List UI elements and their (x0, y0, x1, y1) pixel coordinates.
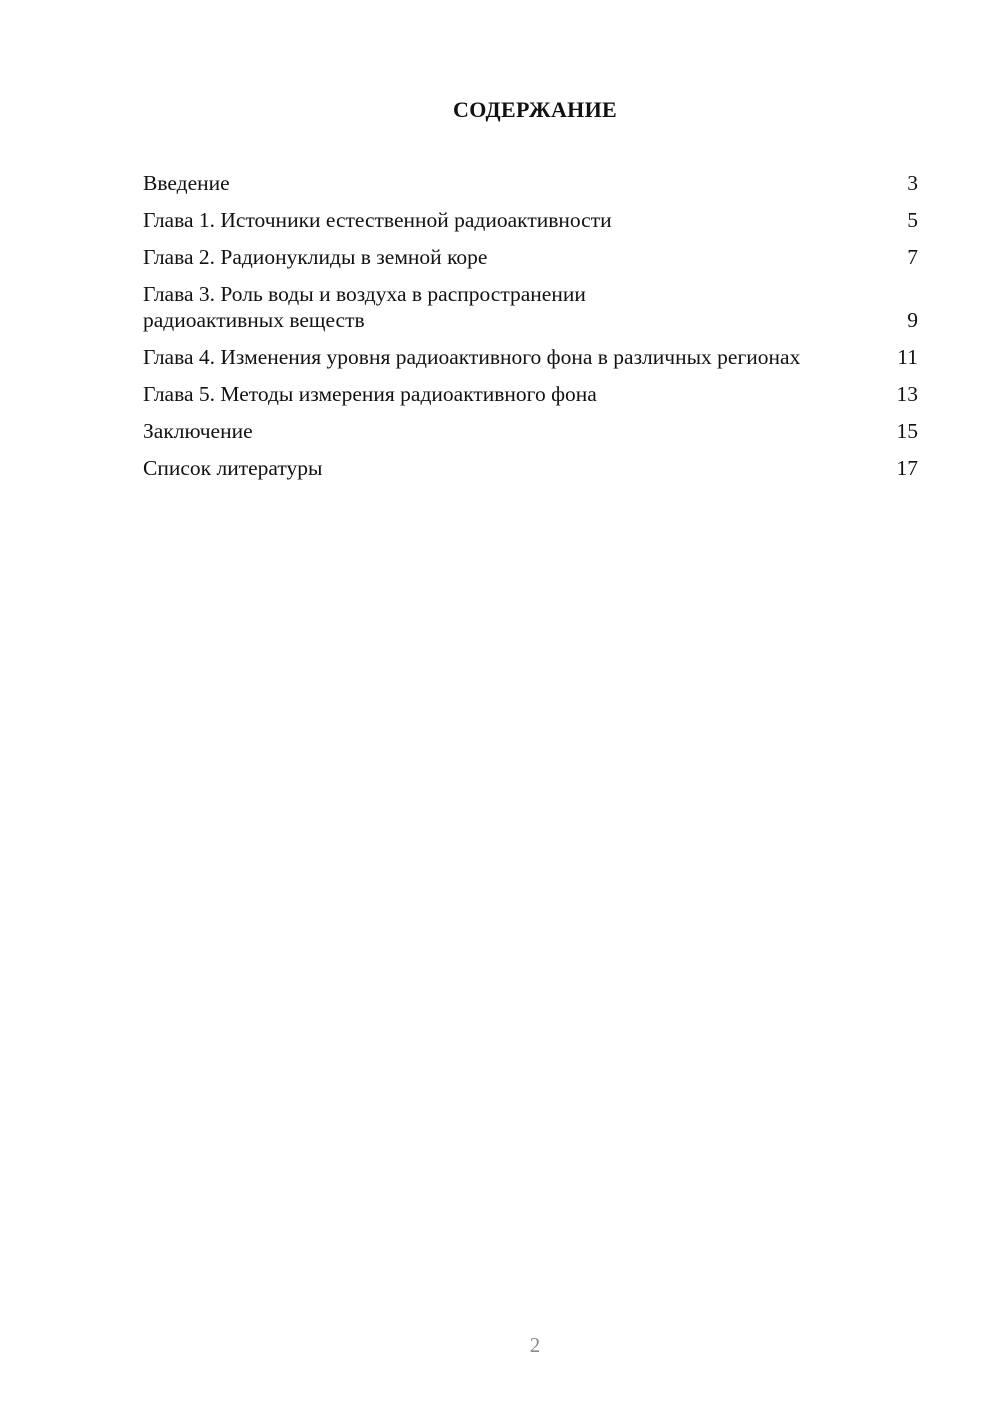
toc-entry-page: 7 (907, 245, 918, 269)
toc-entry-chapter-5 (143, 381, 918, 407)
toc-entry-introduction (143, 170, 918, 196)
toc-entry-chapter-3 (143, 281, 918, 333)
toc-entry-chapter-4 (143, 344, 918, 370)
page-number: 2 (529, 1333, 541, 1357)
toc-entry-label: Глава 4. Изменения уровня радиоактивного фона в различных регионах (143, 345, 801, 369)
page-title: СОДЕРЖАНИЕ (453, 97, 617, 122)
toc-entry-label: Глава 1. Источники естественной радиоактивности (143, 208, 612, 232)
toc-entry-conclusion (143, 418, 918, 444)
toc-entry-page: 9 (907, 308, 918, 332)
table-of-contents (143, 170, 918, 492)
toc-entry-label: Список литературы (143, 456, 323, 480)
toc-entry-label: Глава 3. Роль воды и воздуха в распространении радиоактивных веществ (143, 282, 586, 332)
toc-entry-page: 15 (896, 419, 918, 443)
toc-entry-page: 11 (897, 345, 918, 369)
toc-entry-label: Глава 5. Методы измерения радиоактивного фона (143, 382, 597, 406)
toc-entry-label: Глава 2. Радионуклиды в земной коре (143, 245, 488, 269)
toc-entry-label: Введение (143, 171, 230, 195)
toc-entry-chapter-2 (143, 244, 918, 270)
toc-entry-page: 17 (896, 456, 918, 480)
toc-entry-page: 3 (907, 171, 918, 195)
toc-entry-page: 5 (907, 208, 918, 232)
toc-entry-references (143, 455, 918, 481)
toc-entry-chapter-1 (143, 207, 918, 233)
toc-entry-label: Заключение (143, 419, 253, 443)
toc-entry-page: 13 (896, 382, 918, 406)
